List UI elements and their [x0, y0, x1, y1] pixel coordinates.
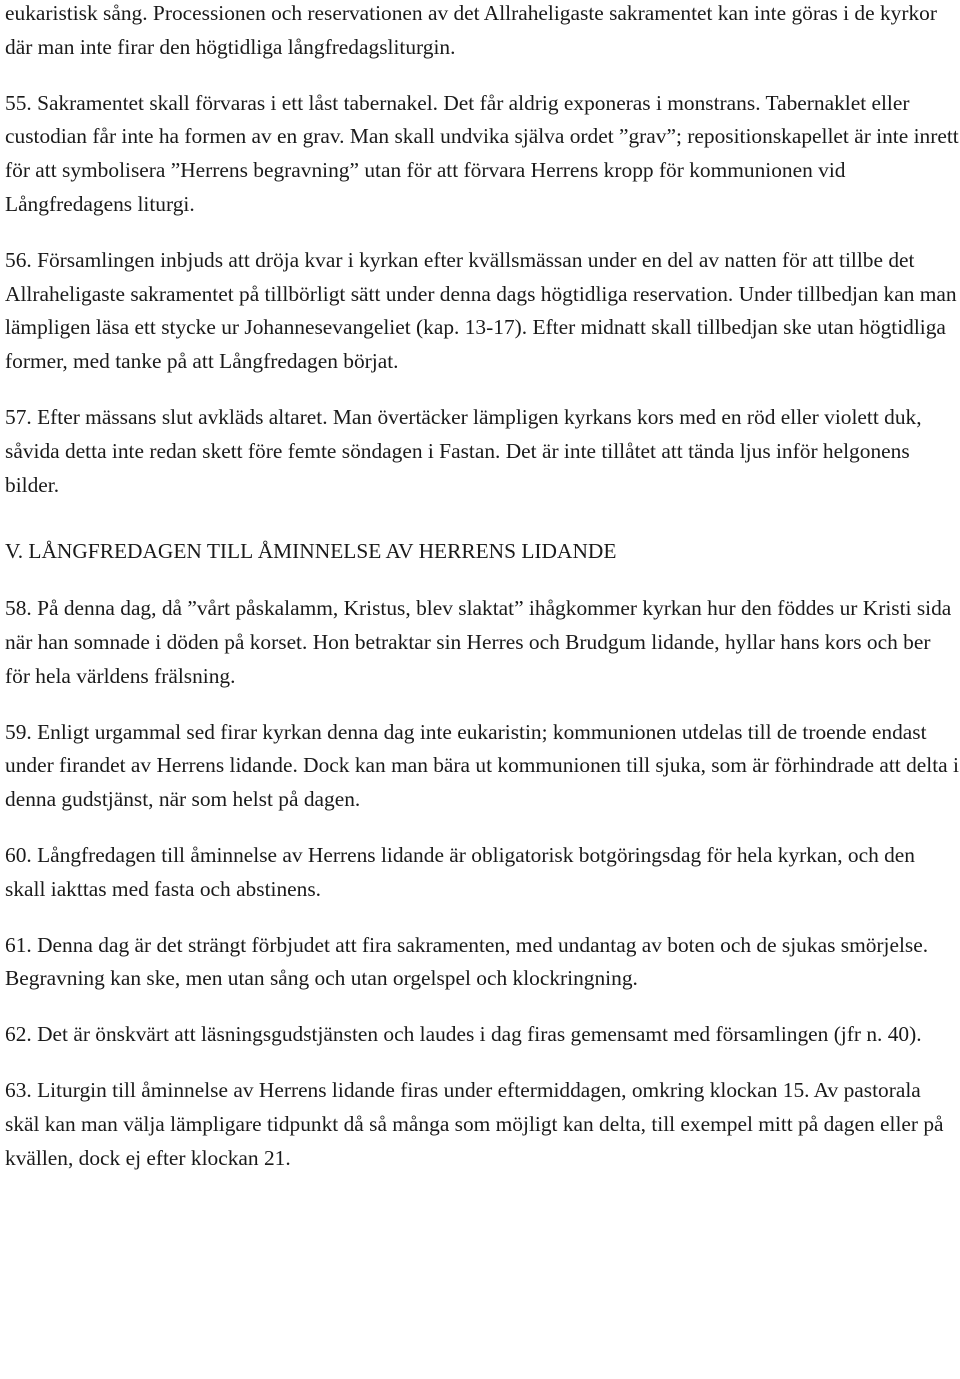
paragraph-59: 59. Enligt urgammal sed firar kyrkan denna dag inte eukaristin; kommunionen utdelas till de troende endast under firandet av Herrens lidande. Dock kan man bära ut kommunionen till sjuka, som är förhindrade att delta i denna gudstjänst, när som helst på dagen.: [5, 719, 959, 812]
paragraph-61: 61. Denna dag är det strängt förbjudet att fira sakramenten, med undantag av boten och de sjukas smörjelse. Begravning kan ske, men utan sång och utan orgelspel och klockringning.: [5, 932, 929, 991]
paragraph-56: 56. Församlingen inbjuds att dröja kvar i kyrkan efter kvällsmässan under en del av natten för att tillbe det Allraheligaste sakramentet på tillbörligt sätt under denna dags högtidliga reservation. Under tillbedjan kan man lämpligen läsa ett stycke ur Johannesevangeliet (kap. 13-17). Efter midnatt skall tillbedjan ske utan högtidliga former, med tanke på att Långfredagen börjat.: [5, 247, 957, 374]
section-heading: V. LÅNGFREDAGEN TILL ÅMINNELSE AV HERRENS LIDANDE: [5, 539, 617, 564]
paragraph-58: 58. På denna dag, då ”vårt påskalamm, Kristus, blev slaktat” ihågkommer kyrkan hur den föddes ur Kristi sida när han somnade i döden på korset. Hon betraktar sin Herres och Brudgum lidande, hyllar hans kors och ber för hela världens frälsning.: [5, 596, 952, 688]
paragraph-62: 62. Det är önskvärt att läsningsgudstjänsten och laudes i dag firas gemensamt med församlingen (jfr n. 40).: [5, 1022, 922, 1047]
paragraph-60: 60. Långfredagen till åminnelse av Herrens lidande är obligatorisk botgöringsdag för hela kyrkan, och den skall iakttas med fasta och abstinens.: [5, 842, 916, 901]
paragraph-55: 55. Sakramentet skall förvaras i ett låst tabernakel. Det får aldrig exponeras i monstrans. Tabernaklet eller custodian får inte ha formen av en grav. Man skall undvika själva ordet ”grav”; repositionskapellet är inte inrett för att symbolisera ”Herrens begravning” utan för att förvara Herrens kropp för kommunionen vid Långfredagens liturgi.: [5, 90, 959, 216]
document-page: [5, 0, 960, 1197]
paragraph-63: 63. Liturgin till åminnelse av Herrens lidande firas under eftermiddagen, omkring klockan 15. Av pastorala skäl kan man välja lämpligare tidpunkt då så många som möjligt kan delta, till exempel mitt på dagen eller på kvällen, dock ej efter klockan 21.: [5, 1077, 944, 1170]
paragraph-continuation: eukaristisk sång. Processionen och reservationen av det Allraheligaste sakramentet kan inte göras i de kyrkor där man inte firar den högtidliga långfredagsliturgin.: [5, 1, 937, 59]
paragraph-57: 57. Efter mässans slut avkläds altaret. Man övertäcker lämpligen kyrkans kors med en röd eller violett duk, såvida detta inte redan skett före femte söndagen i Fastan. Det är inte tillåtet att tända ljus inför helgonens bilder.: [5, 404, 922, 497]
